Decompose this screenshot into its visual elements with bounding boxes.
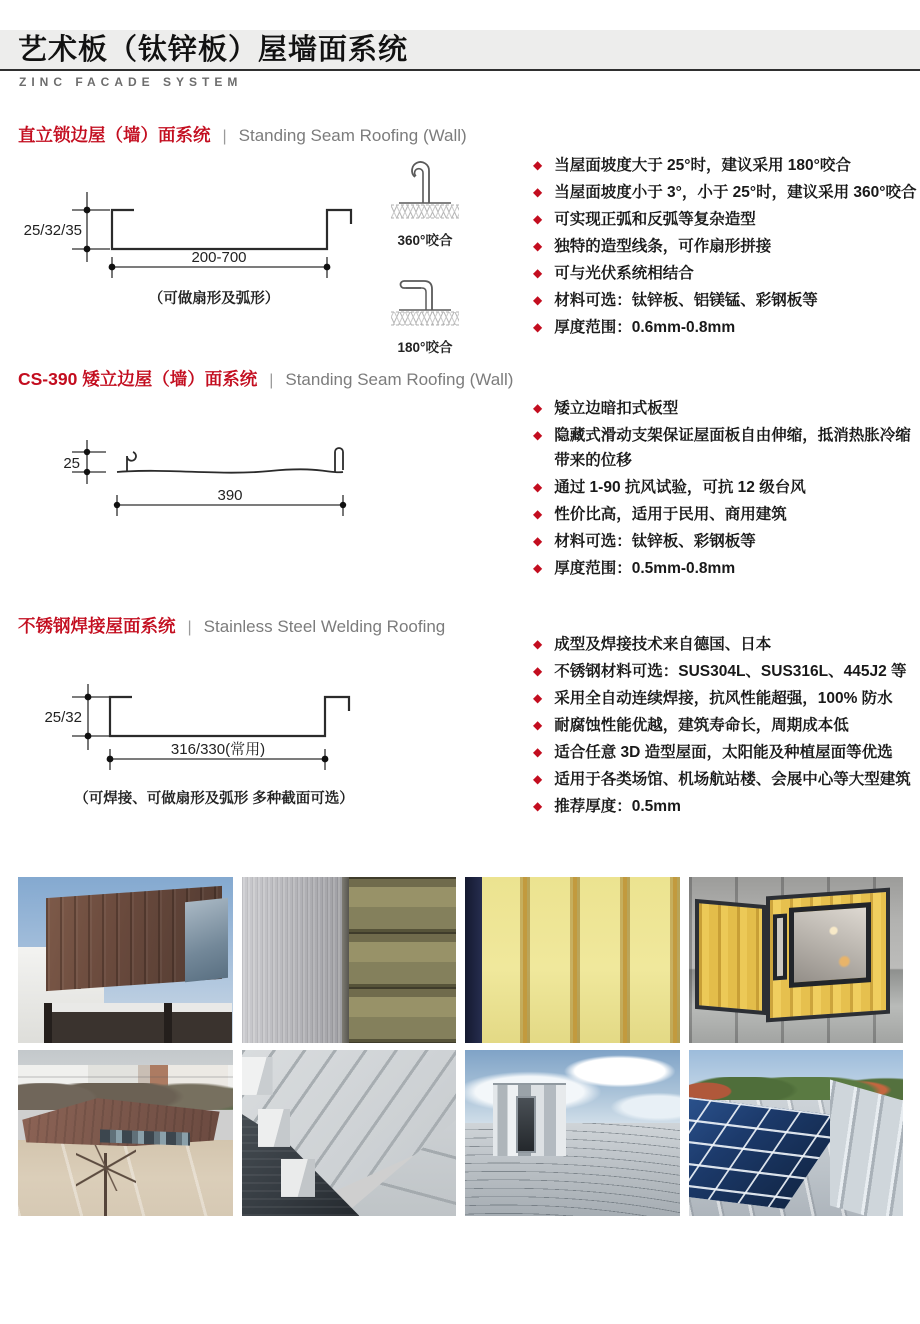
bullet-text: 厚度范围：0.5mm-0.8mm — [554, 560, 736, 577]
list-item — [533, 713, 920, 738]
section-heading-stainless — [18, 613, 445, 638]
bullet-text: 推荐厚度：0.5mm — [554, 798, 681, 815]
seam-360-diagram — [383, 152, 467, 222]
bullet-text: 性价比高，适用于民用、商用建筑 — [554, 506, 787, 523]
seam-360-label: 360°咬合 — [397, 233, 453, 248]
seam-180-diagram — [383, 263, 467, 329]
page-subtitle: ZINC FACADE SYSTEM — [19, 75, 243, 89]
bullet-text: 耐腐蚀性能优越，建筑寿命长，周期成本低 — [554, 717, 849, 734]
bullet-text: 当屋面坡度小于 3°，小于 25°时，建议采用 360°咬合 — [554, 184, 917, 201]
seam-diagram-column — [383, 152, 467, 370]
roof-ribs — [830, 1079, 903, 1216]
bullet-text: 厚度范围：0.6mm-0.8mm — [554, 319, 736, 336]
diamond-bullet-icon: ◆ — [533, 664, 543, 678]
drawing-caption: （可做扇形及弧形） — [148, 291, 280, 307]
section-title-cn: CS-390 矮立边屋（墙）面系统 — [18, 369, 258, 389]
section-title-en: Standing Seam Roofing (Wall) — [285, 370, 514, 389]
bullet-text: 当屋面坡度大于 25°时，建议采用 180°咬合 — [554, 157, 851, 174]
pod-left-wall — [695, 899, 766, 1015]
title-band — [0, 30, 920, 69]
page-title: 艺术板（钛锌板）屋墙面系统 — [18, 34, 409, 66]
olive-band-panel — [349, 877, 456, 1043]
profile-drawing-cs390 — [30, 420, 390, 530]
title-divider — [0, 69, 920, 71]
list-item — [533, 659, 920, 684]
diamond-bullet-icon: ◆ — [533, 428, 543, 442]
dormers — [242, 1057, 332, 1203]
bullet-text: 可与光伏系统相结合 — [554, 265, 694, 282]
bullet-text: 不锈钢材料可选：SUS304L、SUS316L、445J2 等 — [554, 663, 907, 680]
list-item — [533, 632, 920, 657]
section-title-en: Standing Seam Roofing (Wall) — [238, 126, 467, 145]
diamond-bullet-icon: ◆ — [533, 480, 543, 494]
list-item — [533, 556, 917, 581]
bullet-text: 适用于各类场馆、机场航站楼、会展中心等大型建筑 — [554, 771, 911, 788]
dim-width-label: 390 — [217, 487, 243, 504]
pod-window — [789, 902, 871, 987]
bullet-text: 通过 1-90 抗风试验，可抗 12 级台风 — [554, 479, 806, 496]
list-item — [533, 529, 917, 554]
bullet-text: 材料可选：钛锌板、铝镁锰、彩钢板等 — [554, 292, 818, 309]
list-item — [533, 234, 917, 259]
diamond-bullet-icon: ◆ — [533, 320, 543, 334]
glass-balustrade — [185, 898, 228, 982]
dim-height-label: 25/32/35 — [23, 222, 82, 239]
photo-gallery — [18, 877, 903, 1216]
profile-drawing-stainless — [14, 662, 414, 812]
diamond-bullet-icon: ◆ — [533, 561, 543, 575]
plant-room-door — [516, 1096, 535, 1152]
list-item — [533, 423, 917, 473]
pod-small-window — [773, 913, 787, 980]
diamond-bullet-icon: ◆ — [533, 534, 543, 548]
photo-solar-roof — [689, 1050, 904, 1216]
list-item — [533, 315, 917, 340]
bullet-text: 适合任意 3D 造型屋面，太阳能及种植屋面等优选 — [554, 744, 893, 761]
navy-edge — [465, 877, 482, 1043]
photo-zinc-texture-closeup — [242, 877, 457, 1043]
diamond-bullet-icon: ◆ — [533, 158, 543, 172]
diamond-bullet-icon: ◆ — [533, 293, 543, 307]
photo-yellow-pod — [689, 877, 904, 1043]
list-item — [533, 180, 917, 205]
section-title-en: Stainless Steel Welding Roofing — [203, 617, 446, 636]
list-item — [533, 740, 920, 765]
photo-gray-seam-roof — [242, 1050, 457, 1216]
drawing-caption: （可焊接、可做扇形及弧形 多种截面可选） — [74, 791, 354, 807]
photo-yellow-seam-closeup — [465, 877, 680, 1043]
list-item — [533, 153, 917, 178]
yellow-ribbed-panel — [482, 877, 679, 1043]
list-item — [533, 396, 917, 421]
dim-height-label: 25 — [63, 455, 80, 472]
section-heading-cs390 — [18, 366, 513, 391]
diamond-bullet-icon: ◆ — [533, 239, 543, 253]
heading-separator: | — [222, 128, 227, 145]
section-heading-standing-seam — [18, 122, 467, 147]
diamond-bullet-icon: ◆ — [533, 691, 543, 705]
diamond-bullet-icon: ◆ — [533, 745, 543, 759]
list-item — [533, 288, 917, 313]
diamond-bullet-icon: ◆ — [533, 799, 543, 813]
dim-width-label: 316/330(常用) — [170, 741, 266, 758]
bullet-text: 采用全自动连续焊接，抗风性能超强，100% 防水 — [554, 690, 893, 707]
bullet-text: 独特的造型线条，可作扇形拼接 — [554, 238, 772, 255]
section-title-cn: 直立锁边屋（墙）面系统 — [18, 125, 211, 145]
list-item — [533, 686, 920, 711]
list-item — [533, 767, 920, 792]
bullet-text: 可实现正弧和反弧等复杂造型 — [554, 211, 756, 228]
list-item — [533, 207, 917, 232]
diamond-bullet-icon: ◆ — [533, 212, 543, 226]
list-item — [533, 502, 917, 527]
diamond-bullet-icon: ◆ — [533, 507, 543, 521]
silver-grain-panel — [242, 877, 343, 1043]
profile-drawing-standing-seam — [14, 152, 379, 320]
diamond-bullet-icon: ◆ — [533, 718, 543, 732]
dim-height-label: 25/32 — [44, 709, 82, 726]
diamond-bullet-icon: ◆ — [533, 772, 543, 786]
list-item — [533, 794, 920, 819]
photo-brown-roof-plaza — [18, 1050, 233, 1216]
diamond-bullet-icon: ◆ — [533, 185, 543, 199]
diamond-bullet-icon: ◆ — [533, 637, 543, 651]
heading-separator: | — [269, 372, 274, 389]
entrance — [44, 1003, 233, 1043]
photo-stainless-roof — [465, 1050, 680, 1216]
feature-list-cs390 — [533, 396, 917, 583]
bullet-text: 成型及焊接技术来自德国、日本 — [554, 636, 772, 653]
bullet-text: 材料可选：钛锌板、彩钢板等 — [554, 533, 756, 550]
bullet-text: 隐藏式滑动支架保证屋面板自由伸缩，抵消热胀冷缩带来的位移 — [554, 427, 911, 469]
feature-list-stainless — [533, 632, 920, 821]
section-title-cn: 不锈钢焊接屋面系统 — [18, 616, 176, 636]
feature-list-standing-seam — [533, 153, 917, 342]
seam-180-label: 180°咬合 — [397, 340, 453, 355]
list-item — [533, 261, 917, 286]
bare-tree — [104, 1153, 107, 1216]
dim-width-label: 200-700 — [191, 249, 247, 266]
heading-separator: | — [187, 619, 192, 636]
diamond-bullet-icon: ◆ — [533, 401, 543, 415]
photo-brown-zinc-facade — [18, 877, 233, 1043]
list-item — [533, 475, 917, 500]
diamond-bullet-icon: ◆ — [533, 266, 543, 280]
bullet-text: 矮立边暗扣式板型 — [554, 400, 679, 417]
